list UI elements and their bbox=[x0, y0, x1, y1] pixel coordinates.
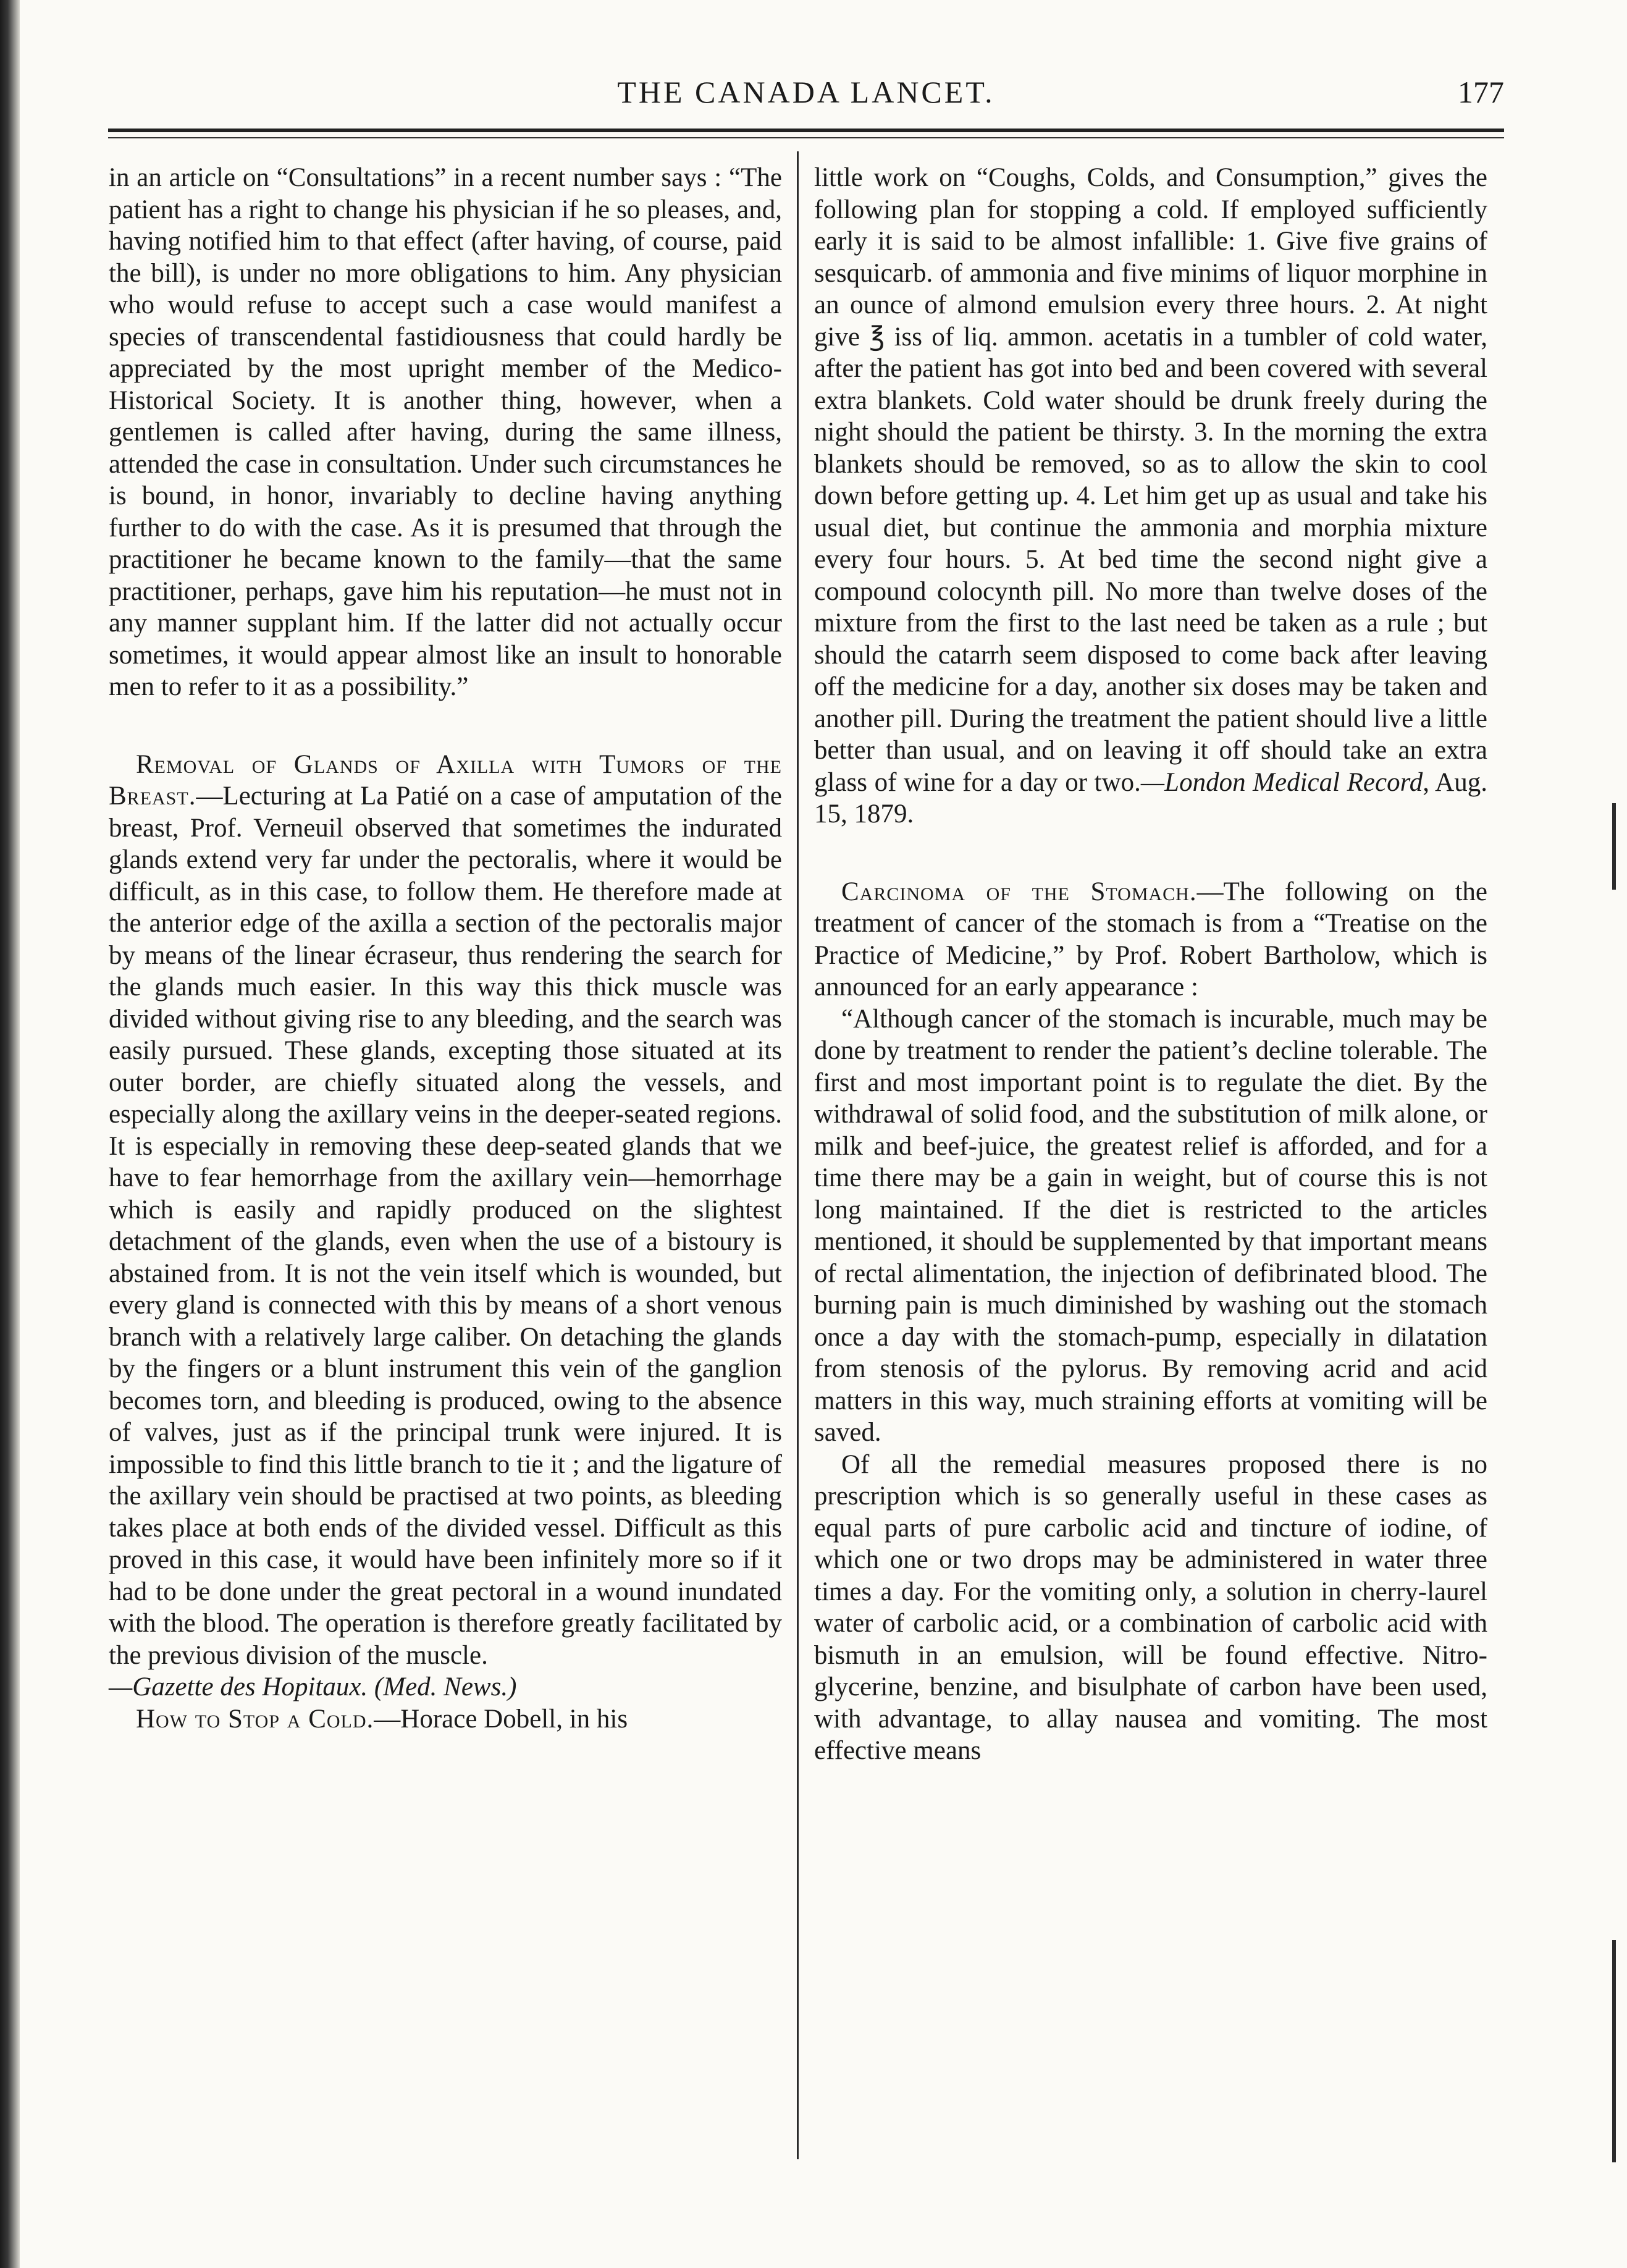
right-column bbox=[814, 162, 1487, 1767]
carcinoma-article bbox=[814, 876, 1487, 1003]
header-rule-thick bbox=[108, 129, 1504, 132]
book-spine-shadow bbox=[0, 0, 20, 2268]
cold-body-cont: little work on “Coughs, Colds, and Consumption,” gives the following plan for stopping a cold. If employed sufficiently early it is said to be almost infallible: 1. Give five grains of sesquicarb. of ammonia and five minims of liquor morphine in an ounce of almond emulsion every three hours. 2. At night give ℥ iss of liq. ammon. acetatis in a tumbler of cold water, after the patient has got into bed and been covered with several extra blankets. Cold water should be drunk freely during the night should the patient be thirsty. 3. In the morning the extra blankets should be removed, so as to allow the skin to cool down before getting up. 4. Let him get up as usual and take his usual diet, but continue the ammonia and morphia mixture every four hours. 5. At bed time the second night give a compound colocynth pill. No more than twelve doses of the mixture from the first to the last need be taken as a rule ; but should the catarrh seem disposed to come back after leaving off the medicine for a day, another six doses may be taken and another pill. During the treatment the patient should live a little better than usual, and on leaving it off should take an extra glass of wine for a day or two. bbox=[814, 163, 1487, 797]
carcinoma-paragraph-2: Of all the remedial measures proposed there is no prescription which is so generally useful in these cases as equal parts of pure carbolic acid and tincture of iodine, of which one or two drops may be administered in water three times a day. For the vomiting only, a solution in cherry-laurel water of carbolic acid, or a combination of carbolic acid with bismuth in an emulsion, will be found effective. Nitro-glycerine, benzine, and bisulphate of carbon have been used, with advantage, to allay nausea and vomiting. The most effective means bbox=[814, 1449, 1487, 1765]
header-rule-thin bbox=[108, 137, 1504, 138]
cold-citation-date: , Aug. 15, 1879. bbox=[814, 767, 1487, 828]
scan-edge-mark bbox=[1612, 803, 1616, 890]
removal-citation: —Gazette des Hopitaux. (Med. News.) bbox=[109, 1672, 517, 1701]
removal-heading: Removal of Glands of Axilla with Tumors of the Breast. bbox=[109, 749, 782, 811]
stop-cold-article-start bbox=[109, 1703, 782, 1735]
scan-edge-mark bbox=[1612, 1940, 1616, 2162]
carcinoma-paragraph-1: “Although cancer of the stomach is incurable, much may be done by treatment to render the patient’s decline tolerable. The first and most important point is to regulate the diet. By the withdrawal of solid food, and the substitution of milk alone, or milk and beef-juice, the greatest relief is afforded, and for a time there may be a gain in weight, but of course this is not long maintained. If the diet is restricted to the articles mentioned, it should be supplemented by that important means of rectal alimentation, the injection of defibrinated blood. The burning pain is much diminished by washing out the stomach once a day with the stomach-pump, especially in dilatation from stenosis of the pylorus. By removing acrid and acid matters in this way, much straining efforts at vomiting will be saved. bbox=[814, 1004, 1487, 1447]
cold-citation: —London Medical Record bbox=[1140, 767, 1423, 797]
removal-citation-line bbox=[109, 1671, 782, 1703]
running-title: THE CANADA LANCET. bbox=[617, 75, 995, 109]
page-number: 177 bbox=[1458, 75, 1504, 109]
column-divider bbox=[797, 151, 799, 2159]
removal-of-glands-article bbox=[109, 749, 782, 1672]
page-header bbox=[108, 74, 1504, 130]
left-column bbox=[109, 162, 782, 1735]
removal-body: —Lecturing at La Patié on a case of amputation of the breast, Prof. Verneuil observed that sometimes the indurated glands extend very far under the pectoralis, where it would be difficult, as in this case, to follow them. He therefore made at the anterior edge of the axilla a section of the pectoralis major by means of the linear écraseur, thus rendering the search for the glands much easier. In this way this thick muscle was divided without giving rise to any bleeding, and the search was easily pursued. These glands, excepting those situated at its outer border, are chiefly situated along the vessels, and especially along the axillary veins in the deeper-seated regions. It is especially in removing these deep-seated glands that we have to fear hemorrhage from the axillary vein—hemorrhage which is easily and rapidly produced on the slightest detachment of the glands, even when the use of a bistoury is abstained from. It is not the vein itself which is wounded, but every gland is connected with this by means of a short venous branch with a relatively large caliber. On detaching the glands by the fingers or a blunt instrument this vein of the ganglion becomes torn, and bleeding is produced, owing to the absence of valves, just as if the principal trunk were injured. It is impossible to find this little branch to tie it ; and the ligature of the axillary vein should be practised at two points, as bleeding takes place at both ends of the divided vessel. Difficult as this proved in this case, it would have been infinitely more so if it had to be done under the great pectoral in a wound inundated with the blood. The operation is therefore greatly facilitated by the previous division of the muscle. bbox=[109, 782, 782, 1670]
cold-body-start: —Horace Dobell, in his bbox=[374, 1704, 628, 1734]
cold-heading: How to Stop a Cold. bbox=[136, 1704, 374, 1734]
carcinoma-heading: Carcinoma of the Stomach. bbox=[841, 877, 1197, 906]
stop-cold-article-continued bbox=[814, 162, 1487, 830]
consultations-paragraph: in an article on “Consultations” in a recent number says : “The patient has a right to change his physician if he so pleases, and, having notified him to that effect (after having, of course, paid the bill), is under no more obligations to him. Any physician who would refuse to accept such a case would manifest a species of transcendental fastidiousness that could hardly be appreciated by the most upright member of the Medico-Historical Society. It is another thing, however, when a gentlemen is called after having, during the same illness, attended the case in consultation. Under such circumstances he is bound, in honor, invariably to decline having anything further to do with the case. As it is presumed that through the practitioner he became known to the family—that the same practitioner, perhaps, gave him his reputation—he must not in any manner supplant him. If the latter did not actually occur sometimes, it would appear almost like an insult to honorable men to refer to it as a possibility.” bbox=[109, 163, 782, 701]
carcinoma-intro: —The following on the treatment of cancer of the stomach is from a “Treatise on the Practice of Medicine,” by Prof. Robert Bartholow, which is announced for an early appearance : bbox=[814, 877, 1487, 1001]
